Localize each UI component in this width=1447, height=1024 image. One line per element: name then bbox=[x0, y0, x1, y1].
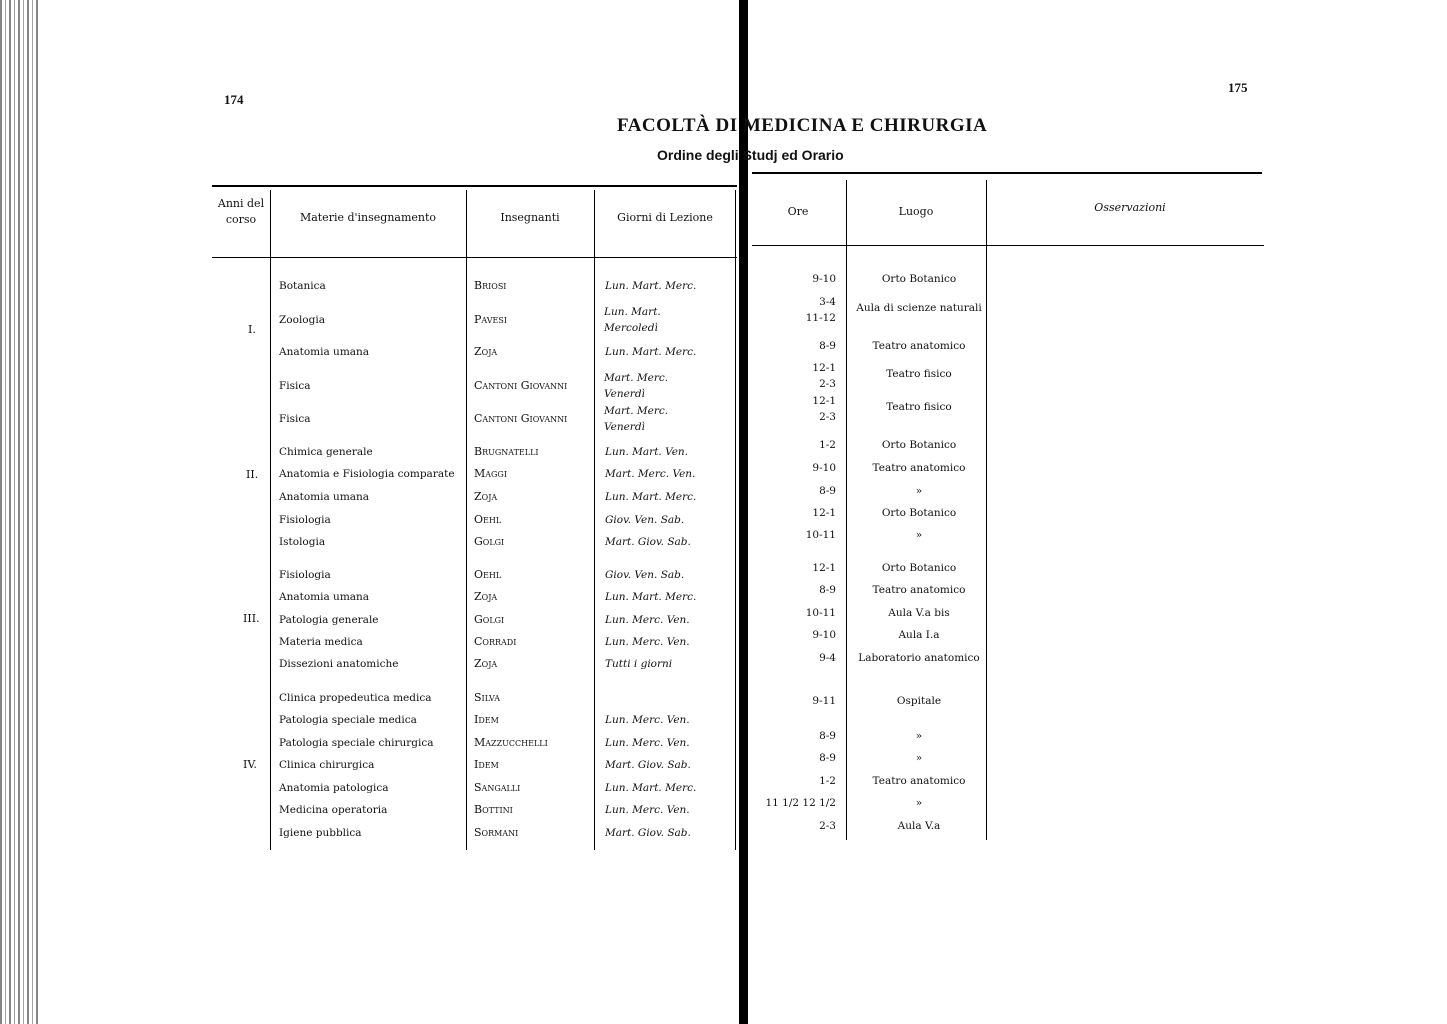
row-2-insegnante: Zoja bbox=[474, 345, 498, 358]
row-8-luogo: Orto Botanico bbox=[881, 507, 957, 519]
row-20-insegnante: Bottini bbox=[474, 803, 513, 816]
header-top-rule-left bbox=[212, 185, 737, 187]
row-18-materia: Clinica chirurgica bbox=[279, 759, 375, 771]
row-20-materia: Medicina operatoria bbox=[279, 804, 388, 816]
row-2-ore: 8-9 bbox=[819, 340, 836, 352]
row-3-materia: Fisica bbox=[279, 380, 311, 392]
row-6-giorni: Mart. Merc. Ven. bbox=[605, 468, 696, 480]
row-17-luogo: » bbox=[915, 730, 923, 742]
row-13-materia: Materia medica bbox=[279, 636, 363, 648]
row-3-ore: 12-1 bbox=[812, 362, 836, 374]
row-12-insegnante: Golgi bbox=[474, 613, 505, 626]
row-0-giorni: Lun. Mart. Merc. bbox=[605, 280, 697, 292]
row-6-materia: Anatomia e Fisiologia comparate bbox=[279, 468, 455, 480]
row-9-materia: Istologia bbox=[279, 536, 326, 548]
row-13-giorni: Lun. Merc. Ven. bbox=[605, 636, 690, 648]
row-0-luogo: Orto Botanico bbox=[881, 273, 957, 285]
row-5-materia: Chimica generale bbox=[279, 446, 373, 458]
row-10-giorni: Giov. Ven. Sab. bbox=[605, 569, 685, 581]
row-12-giorni: Lun. Merc. Ven. bbox=[605, 614, 690, 626]
row-12-ore: 10-11 bbox=[805, 607, 836, 619]
row-16-materia: Patologia speciale medica bbox=[279, 714, 417, 726]
header-luogo: Luogo bbox=[898, 205, 934, 218]
row-10-luogo: Orto Botanico bbox=[881, 562, 957, 574]
col-line-anni bbox=[270, 190, 271, 850]
row-21-giorni: Mart. Giov. Sab. bbox=[605, 827, 691, 839]
row-20-ore: 11 1/2 12 1/2 bbox=[765, 797, 836, 809]
year-label-3: III. bbox=[243, 612, 260, 625]
page-number-left: 174 bbox=[224, 92, 244, 107]
col-line-insegnanti bbox=[594, 190, 595, 850]
header-ore: Ore bbox=[787, 205, 809, 218]
col-line-luogo bbox=[986, 180, 987, 840]
row-12-luogo: Aula V.a bis bbox=[888, 607, 950, 619]
row-0-materia: Botanica bbox=[279, 280, 326, 292]
row-11-luogo: Teatro anatomico bbox=[872, 584, 966, 596]
row-0-ore: 9-10 bbox=[812, 273, 836, 285]
row-19-ore: 1-2 bbox=[819, 775, 836, 787]
row-7-materia: Anatomia umana bbox=[279, 491, 370, 503]
row-16-insegnante: Idem bbox=[474, 713, 499, 726]
row-17-materia: Patologia speciale chirurgica bbox=[279, 737, 434, 749]
header-bottom-rule-right bbox=[752, 245, 1264, 246]
row-13-luogo: Aula I.a bbox=[898, 629, 940, 641]
row-19-materia: Anatomia patologica bbox=[279, 782, 389, 794]
row-10-insegnante: Oehl bbox=[474, 568, 502, 581]
row-4-luogo: Teatro fisico bbox=[886, 401, 952, 413]
page-title: FACOLTÀ DI MEDICINA E CHIRURGIA bbox=[617, 115, 988, 136]
row-9-insegnante: Golgi bbox=[474, 535, 505, 548]
row-17-insegnante: Mazzucchelli bbox=[474, 736, 548, 749]
row-14-giorni: Tutti i giorni bbox=[605, 658, 673, 670]
row-13-insegnante: Corradi bbox=[474, 635, 517, 648]
row-3-luogo: Teatro fisico bbox=[886, 368, 952, 380]
row-7-giorni: Lun. Mart. Merc. bbox=[605, 491, 697, 503]
row-4-materia: Fisica bbox=[279, 413, 311, 425]
row-5-insegnante: Brugnatelli bbox=[474, 445, 539, 458]
header-materie: Materie d'insegnamento bbox=[299, 211, 437, 224]
row-9-giorni: Mart. Giov. Sab. bbox=[605, 536, 691, 548]
row-15-materia: Clinica propedeutica medica bbox=[279, 692, 432, 704]
row-18-luogo: » bbox=[915, 752, 923, 764]
row-8-materia: Fisiologia bbox=[279, 514, 331, 526]
row-3-insegnante: Cantoni Giovanni bbox=[474, 379, 568, 392]
row-11-ore: 8-9 bbox=[819, 584, 836, 596]
row-9-ore: 10-11 bbox=[805, 529, 836, 541]
row-14-materia: Dissezioni anatomiche bbox=[279, 658, 399, 670]
year-label-4: IV. bbox=[243, 758, 257, 771]
row-0-insegnante: Briosi bbox=[474, 279, 507, 292]
row-14-insegnante: Zoja bbox=[474, 657, 498, 670]
row-1-ore: 3-4 bbox=[819, 296, 836, 308]
row-15-insegnante: Silva bbox=[474, 691, 501, 704]
row-4-insegnante: Cantoni Giovanni bbox=[474, 412, 568, 425]
row-6-luogo: Teatro anatomico bbox=[872, 462, 966, 474]
row-1-materia: Zoologia bbox=[279, 314, 325, 326]
row-20-luogo: » bbox=[915, 797, 923, 809]
row-10-materia: Fisiologia bbox=[279, 569, 331, 581]
row-17-giorni: Lun. Merc. Ven. bbox=[605, 737, 690, 749]
page-subtitle: Ordine degli Studj ed Orario bbox=[657, 147, 844, 163]
row-19-giorni: Lun. Mart. Merc. bbox=[605, 782, 697, 794]
row-1-insegnante: Pavesi bbox=[474, 313, 508, 326]
row-21-ore: 2-3 bbox=[819, 820, 836, 832]
header-top-rule-right bbox=[752, 172, 1262, 174]
row-14-ore: 9-4 bbox=[819, 652, 836, 664]
row-5-ore: 1-2 bbox=[819, 439, 836, 451]
header-anni: Anni del corso bbox=[217, 197, 265, 226]
row-14-luogo: Laboratorio anatomico bbox=[858, 652, 980, 664]
row-9-luogo: » bbox=[915, 529, 923, 541]
row-20-giorni: Lun. Merc. Ven. bbox=[605, 804, 690, 816]
header-giorni: Giorni di Lezione bbox=[617, 211, 713, 224]
row-21-insegnante: Sormani bbox=[474, 826, 519, 839]
row-10-ore: 12-1 bbox=[812, 562, 836, 574]
row-8-ore: 12-1 bbox=[812, 507, 836, 519]
row-17-ore: 8-9 bbox=[819, 730, 836, 742]
row-3-giorni2: Venerdì bbox=[604, 388, 645, 400]
row-1-ore2: 11-12 bbox=[805, 312, 836, 324]
row-11-insegnante: Zoja bbox=[474, 590, 498, 603]
row-18-insegnante: Idem bbox=[474, 758, 499, 771]
row-16-luogo: Ospitale bbox=[896, 695, 942, 707]
row-3-giorni: Mart. Merc. bbox=[604, 372, 669, 384]
header-bottom-rule-left bbox=[212, 257, 737, 258]
col-line-ore bbox=[846, 180, 847, 840]
row-7-luogo: » bbox=[915, 485, 923, 497]
row-19-luogo: Teatro anatomico bbox=[872, 775, 966, 787]
row-8-insegnante: Oehl bbox=[474, 513, 502, 526]
year-label-1: I. bbox=[248, 323, 256, 336]
year-label-2: II. bbox=[246, 468, 259, 481]
row-1-giorni: Lun. Mart. bbox=[604, 306, 661, 318]
row-12-materia: Patologia generale bbox=[279, 614, 379, 626]
row-2-luogo: Teatro anatomico bbox=[872, 340, 966, 352]
row-3-ore2: 2-3 bbox=[819, 378, 836, 390]
row-4-giorni: Mart. Merc. bbox=[604, 405, 669, 417]
row-5-giorni: Lun. Mart. Ven. bbox=[605, 446, 689, 458]
row-16-ore: 9-11 bbox=[812, 695, 836, 707]
row-1-luogo: Aula di scienze naturali bbox=[856, 302, 982, 314]
scan-edge-noise bbox=[0, 0, 38, 1024]
row-19-insegnante: Sangalli bbox=[474, 781, 521, 794]
row-1-giorni2: Mercoledì bbox=[604, 322, 658, 334]
row-7-ore: 8-9 bbox=[819, 485, 836, 497]
row-2-materia: Anatomia umana bbox=[279, 346, 370, 358]
row-21-materia: Igiene pubblica bbox=[279, 827, 362, 839]
row-6-insegnante: Maggi bbox=[474, 467, 507, 480]
row-7-insegnante: Zoja bbox=[474, 490, 498, 503]
header-osservazioni: Osservazioni bbox=[1094, 201, 1166, 214]
row-16-giorni: Lun. Merc. Ven. bbox=[605, 714, 690, 726]
row-4-ore: 12-1 bbox=[812, 395, 836, 407]
row-8-giorni: Giov. Ven. Sab. bbox=[605, 514, 685, 526]
row-11-giorni: Lun. Mart. Merc. bbox=[605, 591, 697, 603]
col-line-giorni bbox=[735, 190, 736, 850]
page-number-right: 175 bbox=[1228, 80, 1248, 95]
row-13-ore: 9-10 bbox=[812, 629, 836, 641]
row-18-ore: 8-9 bbox=[819, 752, 836, 764]
row-5-luogo: Orto Botanico bbox=[881, 439, 957, 451]
row-4-giorni2: Venerdì bbox=[604, 421, 645, 433]
row-11-materia: Anatomia umana bbox=[279, 591, 370, 603]
row-4-ore2: 2-3 bbox=[819, 411, 836, 423]
header-insegnanti: Insegnanti bbox=[500, 211, 560, 224]
row-18-giorni: Mart. Giov. Sab. bbox=[605, 759, 691, 771]
col-line-materie bbox=[466, 190, 467, 850]
row-6-ore: 9-10 bbox=[812, 462, 836, 474]
row-2-giorni: Lun. Mart. Merc. bbox=[605, 346, 697, 358]
row-21-luogo: Aula V.a bbox=[897, 820, 941, 832]
